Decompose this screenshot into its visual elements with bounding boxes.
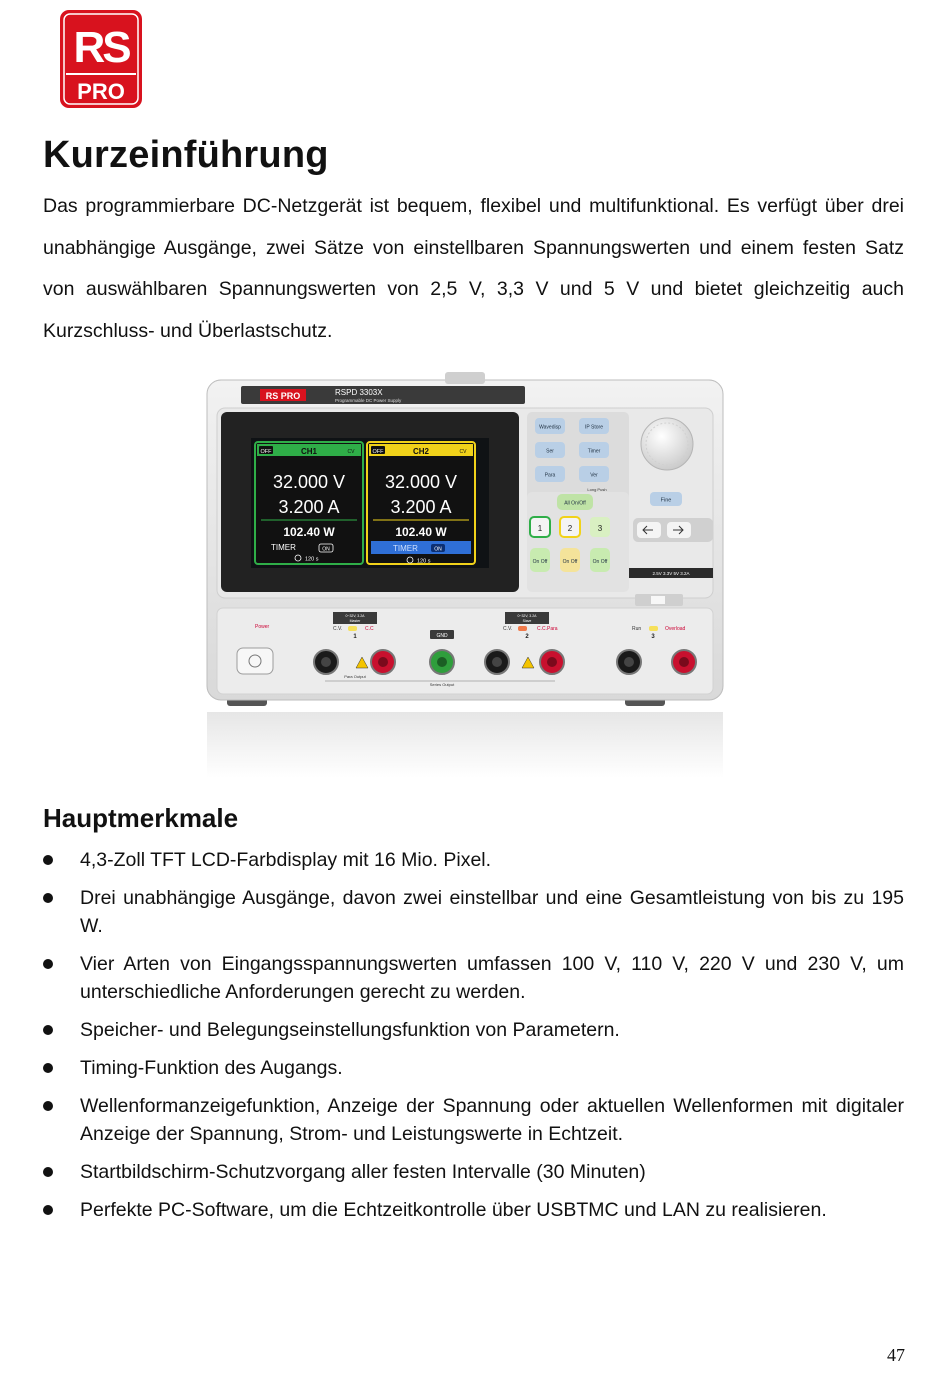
ch1-current: 3.200 A xyxy=(278,497,340,517)
ch1-name: CH1 xyxy=(300,447,318,456)
ch2-number: 2 xyxy=(525,634,529,640)
ch1-voltage: 32.000 V xyxy=(272,472,346,492)
overload-label: Overload xyxy=(665,626,686,632)
top-handle xyxy=(445,372,485,384)
svg-text:Fine: Fine xyxy=(660,497,672,504)
bullet-icon xyxy=(43,1101,53,1111)
ch1-timer-label: TIMER xyxy=(271,543,296,552)
brand-label: RS PRO xyxy=(265,391,301,401)
ch2-state: OFF xyxy=(372,449,384,455)
ch2-timer-state: ON xyxy=(434,546,442,553)
intro-paragraph: Das programmierbare DC-Netzgerät ist bequem, flexibel und multifunktional. Es verfügt über drei unabhängige Ausgänge, zwei Sätze von einstellbaren Spannungswerten und einem festen Satz von auswählbaren Spannungswerten von 2,5 V, 3,3 V und 5 V und bietet gleichzeitig auch Kurzschluss- und Überlastschutz. xyxy=(43,195,904,342)
ch2-power: 102.40 W xyxy=(395,525,447,539)
bullet-icon xyxy=(43,959,53,969)
ch2-name: CH2 xyxy=(412,447,430,456)
list-item: Startbildschirm-Schutzvorgang aller festen Intervalle (30 Minuten) xyxy=(43,1158,904,1186)
bullet-icon xyxy=(43,1025,53,1035)
svg-text:On Off: On Off xyxy=(532,559,548,565)
ch1-mode: CV xyxy=(347,449,355,455)
ch2-rating: 0~32V, 3.2A xyxy=(517,614,537,618)
ch2-role: Slave xyxy=(522,619,532,623)
long-push-label: Long Push xyxy=(587,487,607,492)
power-label: Power xyxy=(255,624,270,630)
power-button xyxy=(237,648,273,674)
ch3-number: 3 xyxy=(651,634,655,640)
svg-text:1: 1 xyxy=(537,524,543,533)
list-item: Wellenformanzeigefunktion, Anzeige der Spannung oder aktuellen Wellenformen mit digitaler Anzeige der Spannung, Strom- und Leistungswerte in Echtzeit. xyxy=(43,1092,904,1148)
ch1-time: 120 s xyxy=(305,556,319,563)
list-item: Perfekte PC-Software, um die Echtzeitkontrolle über USBTMC und LAN zu realisieren. xyxy=(43,1196,904,1224)
reflection xyxy=(207,712,723,778)
ch1-number: 1 xyxy=(353,634,357,640)
ch1-power: 102.40 W xyxy=(283,525,335,539)
ch1-rating: 0~32V, 3.2A xyxy=(345,614,365,618)
bullet-icon xyxy=(43,893,53,903)
svg-text:On Off: On Off xyxy=(562,559,578,565)
page-title: Kurzeinführung xyxy=(43,134,329,176)
svg-text:Timer: Timer xyxy=(587,448,601,455)
gnd-label: GND xyxy=(436,633,448,639)
ch2-cv-label: C.V. xyxy=(503,626,513,632)
ch2-cc-label: C.C.Para xyxy=(537,626,558,632)
run-label: Run xyxy=(632,626,642,632)
svg-text:Ver: Ver xyxy=(590,472,598,479)
page-number: 47 xyxy=(887,1345,905,1365)
power-supply-image xyxy=(205,372,725,780)
list-item: Speicher- und Belegungseinstellungsfunktion von Parametern. xyxy=(43,1016,904,1044)
svg-text:All On/Off: All On/Off xyxy=(564,500,586,507)
para-output-label: Para Output xyxy=(344,674,366,679)
svg-text:3: 3 xyxy=(597,524,603,533)
model-label: RSPD 3303X xyxy=(335,388,383,397)
svg-text:On Off: On Off xyxy=(592,559,608,565)
ch2-time: 120 s xyxy=(417,558,431,565)
svg-text:Wavedisp: Wavedisp xyxy=(539,424,561,431)
ch2-current: 3.200 A xyxy=(390,497,452,517)
list-item: Timing-Funktion des Augangs. xyxy=(43,1054,904,1082)
fixed-voltages-label: 2.5V 3.3V 5V 3.2A xyxy=(652,571,690,576)
rs-pro-logo xyxy=(60,10,142,108)
svg-text:Ser: Ser xyxy=(546,448,554,455)
svg-text:IP Store: IP Store xyxy=(585,424,603,431)
rotary-knob xyxy=(641,418,693,470)
bullet-icon xyxy=(43,855,53,865)
model-sub-label: Programmable DC Power Supply xyxy=(335,398,402,403)
svg-text:Para: Para xyxy=(544,472,556,479)
ch1-cc-label: C.C xyxy=(365,626,374,632)
ch1-state: OFF xyxy=(260,449,272,455)
logo-top-text: RS xyxy=(73,23,129,72)
features-list xyxy=(43,846,904,1234)
ch2-timer-label: TIMER xyxy=(393,544,418,553)
ch1-cv-label: C.V. xyxy=(333,626,343,632)
ch1-role: Master xyxy=(349,619,361,623)
bullet-icon xyxy=(43,1063,53,1073)
series-output-label: Series Output xyxy=(429,682,455,687)
list-item: Vier Arten von Eingangsspannungswerten umfassen 100 V, 110 V, 220 V und 230 V, um unterschiedliche Anforderungen gerecht zu werden. xyxy=(43,950,904,1006)
ch2-mode: CV xyxy=(459,449,467,455)
logo-bottom-text: PRO xyxy=(77,79,125,104)
ch1-timer-state: ON xyxy=(322,546,330,553)
list-item: Drei unabhängige Ausgänge, davon zwei einstellbar und eine Gesamtleistung von bis zu 195 W. xyxy=(43,884,904,940)
bullet-icon xyxy=(43,1167,53,1177)
features-heading: Hauptmerkmale xyxy=(43,803,239,833)
list-item: 4,3-Zoll TFT LCD-Farbdisplay mit 16 Mio. Pixel. xyxy=(43,846,904,874)
ch2-voltage: 32.000 V xyxy=(384,472,458,492)
svg-text:2: 2 xyxy=(567,524,573,533)
bullet-icon xyxy=(43,1205,53,1215)
